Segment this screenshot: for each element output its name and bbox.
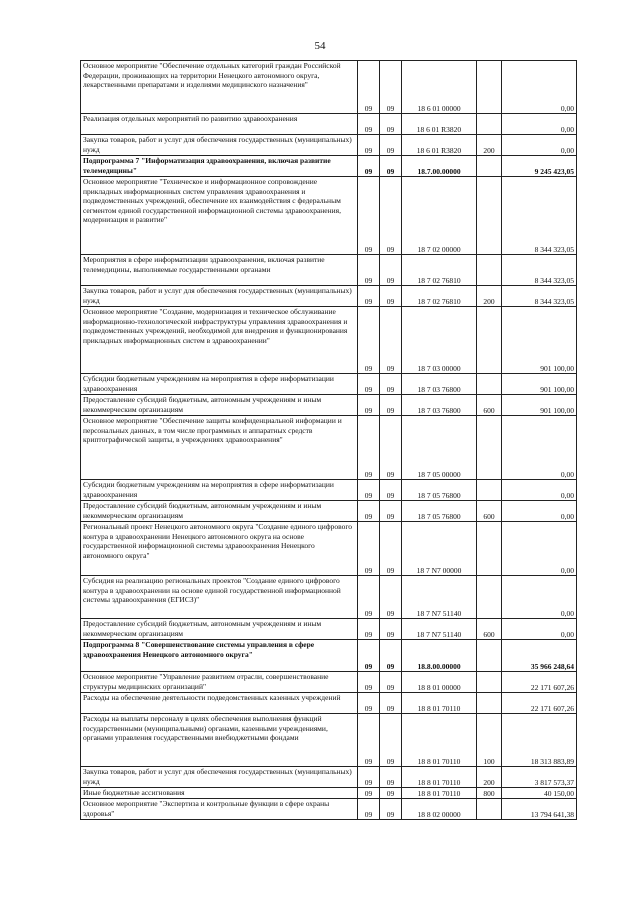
row-amount: 3 817 573,37	[502, 767, 577, 788]
row-subsection: 09	[380, 501, 402, 522]
row-amount: 0,00	[502, 501, 577, 522]
row-expense-type	[477, 576, 502, 619]
row-section: 09	[358, 576, 380, 619]
table-row	[81, 480, 577, 501]
row-amount: 8 344 323,05	[502, 255, 577, 286]
row-amount: 0,00	[502, 61, 577, 114]
row-subsection: 09	[380, 693, 402, 714]
row-subsection: 09	[380, 767, 402, 788]
table-row	[81, 640, 577, 672]
table-row	[81, 177, 577, 255]
row-section: 09	[358, 480, 380, 501]
table-row	[81, 395, 577, 416]
row-expense-type	[477, 114, 502, 135]
row-target-article: 18 8 01 70110	[402, 788, 477, 799]
row-name: Региональный проект Ненецкого автономного округа "Создание единого цифрового контура в здравоохранении Ненецкого автономного округа на основе государственной информационной системы здравоохранения Ненецкого автономного округа"	[81, 522, 358, 576]
row-amount: 901 100,00	[502, 374, 577, 395]
row-expense-type: 800	[477, 788, 502, 799]
row-amount: 9 245 423,05	[502, 156, 577, 177]
row-subsection: 09	[380, 522, 402, 576]
row-name: Мероприятия в сфере информатизации здравоохранения, включая развитие телемедицины, выполняемые государственными органами	[81, 255, 358, 286]
row-section: 09	[358, 714, 380, 767]
row-name: Предоставление субсидий бюджетным, автономным учреждениям и иным некоммерческим организациям	[81, 619, 358, 640]
row-target-article: 18 8 01 00000	[402, 672, 477, 693]
row-amount: 18 313 883,89	[502, 714, 577, 767]
row-name: Субсидии бюджетным учреждениям на мероприятия в сфере информатизации здравоохранения	[81, 374, 358, 395]
table-row	[81, 619, 577, 640]
budget-table	[80, 60, 577, 820]
row-subsection: 09	[380, 156, 402, 177]
row-name: Предоставление субсидий бюджетным, автономным учреждениям и иным некоммерческим организациям	[81, 501, 358, 522]
row-target-article: 18 7 03 00000	[402, 307, 477, 374]
row-target-article: 18 7 03 76800	[402, 395, 477, 416]
row-section: 09	[358, 114, 380, 135]
row-name: Субсидии бюджетным учреждениям на мероприятия в сфере информатизации здравоохранения	[81, 480, 358, 501]
row-section: 09	[358, 307, 380, 374]
row-target-article: 18 6 01 00000	[402, 61, 477, 114]
row-expense-type	[477, 480, 502, 501]
row-name: Подпрограмма 8 "Совершенствование системы управления в сфере здравоохранения Ненецкого автономного округа"	[81, 640, 358, 672]
row-target-article: 18 7 N7 51140	[402, 576, 477, 619]
table-row	[81, 307, 577, 374]
row-subsection: 09	[380, 799, 402, 820]
row-name: Предоставление субсидий бюджетным, автономным учреждениям и иным некоммерческим организациям	[81, 395, 358, 416]
row-section: 09	[358, 799, 380, 820]
row-section: 09	[358, 255, 380, 286]
table-row	[81, 374, 577, 395]
row-section: 09	[358, 672, 380, 693]
row-expense-type	[477, 177, 502, 255]
table-row	[81, 156, 577, 177]
row-expense-type	[477, 640, 502, 672]
row-amount: 0,00	[502, 480, 577, 501]
row-amount: 0,00	[502, 416, 577, 480]
row-subsection: 09	[380, 619, 402, 640]
row-subsection: 09	[380, 714, 402, 767]
row-target-article: 18 7 05 00000	[402, 416, 477, 480]
row-amount: 0,00	[502, 114, 577, 135]
row-section: 09	[358, 619, 380, 640]
row-amount: 0,00	[502, 619, 577, 640]
row-name: Реализация отдельных мероприятий по развитию здравоохранения	[81, 114, 358, 135]
row-expense-type	[477, 693, 502, 714]
row-expense-type	[477, 374, 502, 395]
row-amount: 35 966 248,64	[502, 640, 577, 672]
row-section: 09	[358, 522, 380, 576]
row-expense-type	[477, 156, 502, 177]
row-expense-type: 600	[477, 395, 502, 416]
row-expense-type	[477, 416, 502, 480]
row-subsection: 09	[380, 286, 402, 307]
table-row	[81, 693, 577, 714]
row-subsection: 09	[380, 135, 402, 156]
row-section: 09	[358, 395, 380, 416]
page-number: 54	[314, 40, 326, 52]
table-row	[81, 255, 577, 286]
row-amount: 0,00	[502, 522, 577, 576]
row-subsection: 09	[380, 640, 402, 672]
row-subsection: 09	[380, 576, 402, 619]
row-subsection: 09	[380, 480, 402, 501]
row-section: 09	[358, 156, 380, 177]
row-amount: 22 171 607,26	[502, 693, 577, 714]
row-name: Расходы на обеспечение деятельности подведомственных казенных учреждений	[81, 693, 358, 714]
row-expense-type: 200	[477, 767, 502, 788]
table-row	[81, 714, 577, 767]
row-subsection: 09	[380, 395, 402, 416]
row-section: 09	[358, 416, 380, 480]
row-expense-type	[477, 672, 502, 693]
row-section: 09	[358, 767, 380, 788]
row-section: 09	[358, 693, 380, 714]
row-target-article: 18 8 02 00000	[402, 799, 477, 820]
table-row	[81, 522, 577, 576]
row-amount: 0,00	[502, 135, 577, 156]
row-name: Иные бюджетные ассигнования	[81, 788, 358, 799]
row-amount: 22 171 607,26	[502, 672, 577, 693]
row-target-article: 18 7 N7 51140	[402, 619, 477, 640]
row-target-article: 18 7 05 76800	[402, 501, 477, 522]
row-expense-type	[477, 61, 502, 114]
row-expense-type: 200	[477, 286, 502, 307]
row-name: Основное мероприятие "Управление развитием отрасли, совершенствование структуры медицинских организаций"	[81, 672, 358, 693]
table-row	[81, 788, 577, 799]
row-target-article: 18 6 01 R3820	[402, 114, 477, 135]
row-target-article: 18 7 03 76800	[402, 374, 477, 395]
row-target-article: 18 7 05 76800	[402, 480, 477, 501]
row-target-article: 18 6 01 R3820	[402, 135, 477, 156]
row-target-article: 18 7 02 76810	[402, 286, 477, 307]
table-row	[81, 672, 577, 693]
row-subsection: 09	[380, 61, 402, 114]
row-target-article: 18 7 N7 00000	[402, 522, 477, 576]
row-amount: 40 150,00	[502, 788, 577, 799]
row-name: Закупка товаров, работ и услуг для обеспечения государственных (муниципальных) нужд	[81, 135, 358, 156]
row-expense-type: 600	[477, 501, 502, 522]
row-amount: 13 794 641,38	[502, 799, 577, 820]
row-expense-type	[477, 522, 502, 576]
row-name: Основное мероприятие "Создание, модернизация и техническое обслуживание информационно-технологической инфраструктуры управления здравоохранения и подведомственных учреждений, необходимой для внедрения и функционирования прикладных информационных систем в здравоохранении"	[81, 307, 358, 374]
row-expense-type: 600	[477, 619, 502, 640]
row-amount: 0,00	[502, 576, 577, 619]
row-section: 09	[358, 177, 380, 255]
row-target-article: 18 7 02 76810	[402, 255, 477, 286]
row-section: 09	[358, 135, 380, 156]
table-row	[81, 501, 577, 522]
row-subsection: 09	[380, 788, 402, 799]
row-subsection: 09	[380, 672, 402, 693]
row-expense-type	[477, 799, 502, 820]
row-name: Основное мероприятие "Экспертиза и контрольные функции в сфере охраны здоровья"	[81, 799, 358, 820]
row-target-article: 18.7.00.00000	[402, 156, 477, 177]
table-row	[81, 61, 577, 114]
table-row	[81, 799, 577, 820]
table-row	[81, 767, 577, 788]
table-row	[81, 416, 577, 480]
table-row	[81, 114, 577, 135]
row-section: 09	[358, 374, 380, 395]
row-target-article: 18 8 01 70110	[402, 693, 477, 714]
row-expense-type	[477, 307, 502, 374]
table-row	[81, 135, 577, 156]
row-subsection: 09	[380, 255, 402, 286]
row-target-article: 18 8 01 70110	[402, 714, 477, 767]
row-subsection: 09	[380, 177, 402, 255]
row-subsection: 09	[380, 307, 402, 374]
row-name: Закупка товаров, работ и услуг для обеспечения государственных (муниципальных) нужд	[81, 286, 358, 307]
row-name: Основное мероприятие "Обеспечение защиты конфиденциальной информации и персональных данных, в том числе программных и аппаратных средств криптографической защиты, в учреждениях здравоохранения"	[81, 416, 358, 480]
row-section: 09	[358, 788, 380, 799]
row-name: Основное мероприятие "Техническое и информационное сопровождение прикладных информационных систем управления здравоохранения и подведомственных учреждений, обеспечение их взаимодействия с федеральным сегментом единой государственной информационной системы здравоохранения, модернизация и развитие"	[81, 177, 358, 255]
row-expense-type: 200	[477, 135, 502, 156]
row-name: Основное мероприятие "Обеспечение отдельных категорий граждан Российской Федерации, проживающих на территории Ненецкого автономного округа, лекарственными препаратами и изделиями медицинского назначения"	[81, 61, 358, 114]
row-amount: 901 100,00	[502, 395, 577, 416]
table-row	[81, 286, 577, 307]
table-row	[81, 576, 577, 619]
row-amount: 8 344 323,05	[502, 177, 577, 255]
row-target-article: 18 8 01 70110	[402, 767, 477, 788]
row-name: Расходы на выплаты персоналу в целях обеспечения выполнения функций государственными (муниципальными) органами, казенными учреждениями, органами управления государственными внебюджетными фондами	[81, 714, 358, 767]
row-section: 09	[358, 501, 380, 522]
row-expense-type	[477, 255, 502, 286]
row-amount: 8 344 323,05	[502, 286, 577, 307]
row-section: 09	[358, 286, 380, 307]
row-section: 09	[358, 640, 380, 672]
row-subsection: 09	[380, 416, 402, 480]
row-subsection: 09	[380, 114, 402, 135]
row-name: Подпрограмма 7 "Информатизация здравоохранения, включая развитие телемедицины"	[81, 156, 358, 177]
row-subsection: 09	[380, 374, 402, 395]
row-name: Закупка товаров, работ и услуг для обеспечения государственных (муниципальных) нужд	[81, 767, 358, 788]
row-expense-type: 100	[477, 714, 502, 767]
row-name: Субсидия на реализацию региональных проектов "Создание единого цифрового контура в здравоохранении на основе единой государственной информационной системы здравоохранения (ЕГИСЗ)"	[81, 576, 358, 619]
row-target-article: 18 7 02 00000	[402, 177, 477, 255]
row-target-article: 18.8.00.00000	[402, 640, 477, 672]
row-amount: 901 100,00	[502, 307, 577, 374]
row-section: 09	[358, 61, 380, 114]
